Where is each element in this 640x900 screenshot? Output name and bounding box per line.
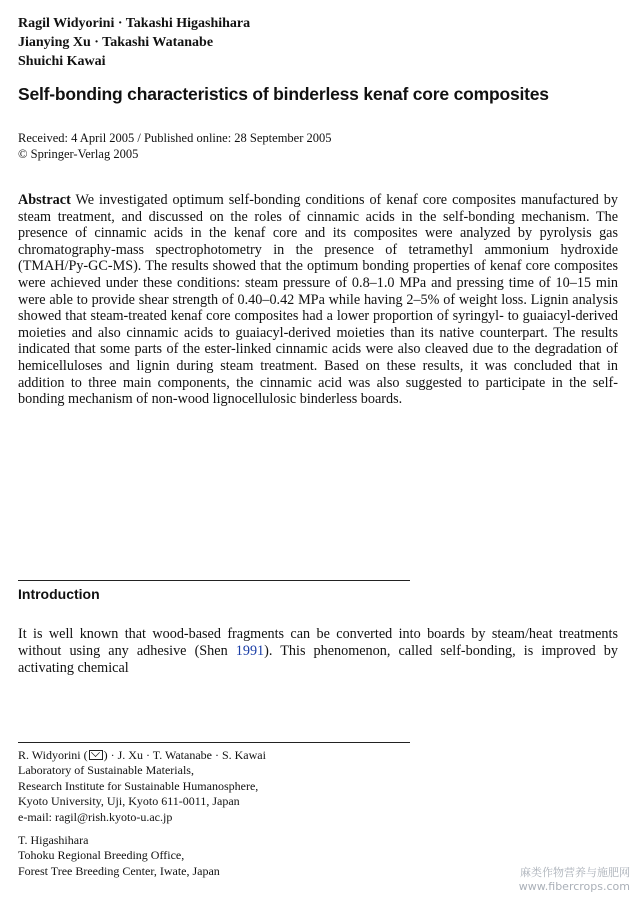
affiliations	[18, 748, 518, 879]
paper-title: Self-bonding characteristics of binderless kenaf core composites	[18, 84, 549, 104]
publication-dates	[18, 130, 332, 162]
intro-text-after: ). This phenomenon, called self-bonding, is improved by activating chemical	[18, 643, 618, 676]
author-line: Ragil Widyorini · Takashi Higashihara	[18, 16, 251, 31]
introduction-heading: Introduction	[18, 586, 100, 602]
affil-names-after: ) · J. Xu · T. Watanabe · S. Kawai	[103, 748, 266, 762]
section-divider	[18, 580, 410, 581]
watermark-cn: 麻类作物营养与施肥网	[520, 866, 630, 879]
affiliation-authors	[18, 748, 518, 763]
watermark-url: www.fibercrops.com	[518, 880, 630, 893]
footnote-divider	[18, 742, 410, 743]
intro-text-before: It is well known that wood-based fragments can be converted into boards by steam/heat treatments without using any adhesive (Shen	[18, 626, 618, 659]
author-list	[18, 14, 250, 71]
introduction-text	[18, 626, 618, 677]
abstract	[18, 192, 618, 408]
abstract-label: Abstract	[18, 192, 71, 208]
affiliation-line: Research Institute for Sustainable Humanosphere,	[18, 778, 259, 793]
envelope-icon	[89, 750, 103, 760]
copyright-line: © Springer-Verlag 2005	[18, 147, 139, 161]
affiliation-line: Kyoto University, Uji, Kyoto 611-0011, Japan	[18, 794, 240, 809]
affil-names-before: R. Widyorini (	[18, 748, 88, 762]
received-date: Received: 4 April 2005 / Published online: 28 September 2005	[18, 131, 332, 145]
affiliation-author: T. Higashihara	[18, 833, 89, 848]
affiliation-line: Tohoku Regional Breeding Office,	[18, 848, 185, 863]
affiliation-line: Forest Tree Breeding Center, Iwate, Japan	[18, 863, 220, 878]
email-line: e-mail: ragil@rish.kyoto-u.ac.jp	[18, 809, 173, 824]
citation-link[interactable]: 1991	[235, 643, 265, 659]
author-line: Shuichi Kawai	[18, 54, 106, 69]
author-line: Jianying Xu · Takashi Watanabe	[18, 35, 214, 50]
abstract-text: We investigated optimum self-bonding conditions of kenaf core composites manufactured by steam treatment, and discussed on the roles of cinnamic acids in the self-bonding mechanism. The presence of cinnamic acids in the kenaf core and its composites were analyzed by pyrolysis gas chromatography-mass spectrophotometry in the presence of tetramethyl ammonium hydroxide (TMAH/Py-GC-MS). The results showed that the optimum bonding properties of kenaf core composites were achieved under these conditions: steam pressure of 0.8–1.0 MPa and pressing time of 10–15 min were able to provide shear strength of 0.40–0.42 MPa while having 2–5% of weight loss. Lignin analysis showed that steam-treated kenaf core composites had a lower proportion of syringyl- to guaiacyl-derived moieties and also cinnamic acids to guaiacyl-derived moieties than its native counterpart. The results indicated that some parts of the ester-linked cinnamic acids were also cleaved due to the degradation of hemicelluloses and lignin during steam treatment. Based on these results, it was concluded that in addition to three main components, the cinnamic acid was also suggested to participate in the self-bonding mechanism of non-wood lignocellulosic binderless boards.	[18, 192, 618, 408]
affiliation-line: Laboratory of Sustainable Materials,	[18, 763, 194, 778]
site-watermark	[519, 866, 630, 894]
